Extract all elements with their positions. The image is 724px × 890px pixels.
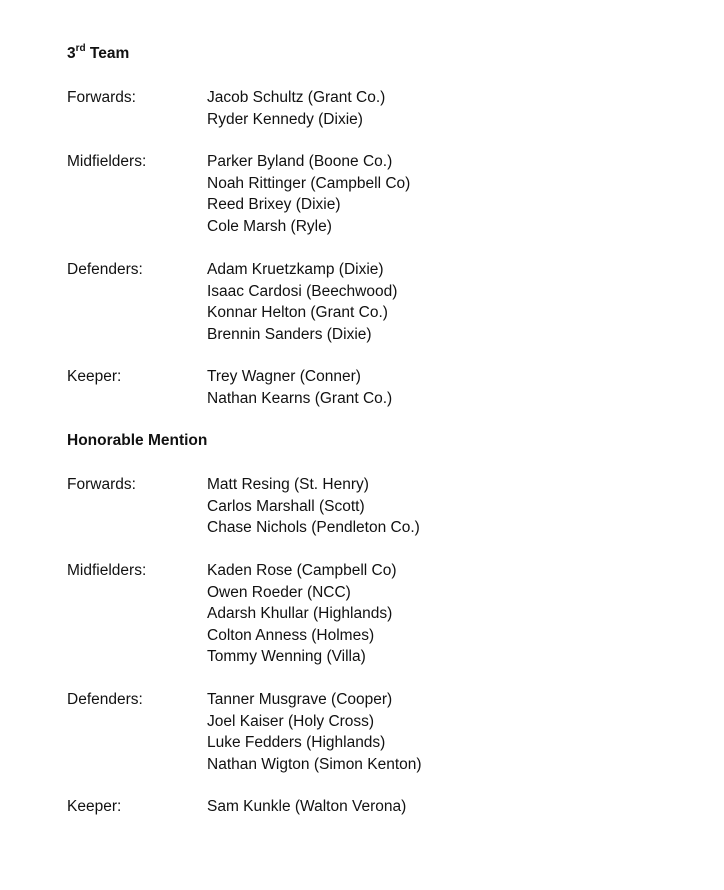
player-entry: Parker Byland (Boone Co.) — [207, 153, 393, 170]
hm-keeper-label: Keeper: — [67, 798, 122, 815]
third-team-heading — [67, 44, 129, 64]
player-entry: Isaac Cardosi (Beechwood) — [207, 282, 398, 300]
third-team-keeper-label: Keeper: — [67, 368, 122, 385]
player-entry: Ryder Kennedy (Dixie) — [207, 110, 363, 128]
third-team-heading-text: Team — [85, 45, 130, 62]
player-entry: Chase Nichols (Pendleton Co.) — [207, 519, 420, 536]
player-entry: Noah Rittinger (Campbell Co) — [207, 174, 411, 192]
player-entry: Konnar Helton (Grant Co.) — [207, 304, 388, 321]
third-team-forwards-label: Forwards: — [67, 89, 136, 106]
hm-forwards-label: Forwards: — [67, 476, 136, 493]
honorable-mention-heading: Honorable Mention — [67, 432, 208, 449]
player-entry: Luke Fedders (Highlands) — [207, 734, 386, 751]
player-entry: Nathan Wigton (Simon Kenton) — [207, 755, 422, 773]
player-entry: Colton Anness (Holmes) — [207, 626, 375, 644]
hm-midfielders-label: Midfielders: — [67, 562, 147, 579]
player-entry: Adarsh Khullar (Highlands) — [207, 605, 393, 622]
player-entry: Trey Wagner (Conner) — [207, 368, 361, 385]
third-team-heading-number: 3 — [67, 45, 76, 62]
third-team-heading-suffix: rd — [75, 42, 86, 54]
player-entry: Matt Resing (St. Henry) — [207, 476, 369, 493]
third-team-defenders-label: Defenders: — [67, 261, 143, 278]
player-entry: Joel Kaiser (Holy Cross) — [207, 712, 375, 730]
player-entry: Carlos Marshall (Scott) — [207, 497, 365, 515]
player-entry: Nathan Kearns (Grant Co.) — [207, 389, 393, 407]
player-entry: Adam Kruetzkamp (Dixie) — [207, 261, 384, 278]
player-entry: Kaden Rose (Campbell Co) — [207, 562, 397, 579]
third-team-midfielders-label: Midfielders: — [67, 153, 147, 170]
hm-defenders-label: Defenders: — [67, 691, 143, 708]
player-entry: Tommy Wenning (Villa) — [207, 648, 366, 665]
player-entry: Cole Marsh (Ryle) — [207, 217, 332, 235]
player-entry: Brennin Sanders (Dixie) — [207, 325, 372, 343]
player-entry: Reed Brixey (Dixie) — [207, 196, 341, 213]
player-entry: Sam Kunkle (Walton Verona) — [207, 798, 407, 815]
player-entry: Owen Roeder (NCC) — [207, 583, 351, 601]
player-entry: Jacob Schultz (Grant Co.) — [207, 89, 386, 106]
player-entry: Tanner Musgrave (Cooper) — [207, 691, 393, 708]
